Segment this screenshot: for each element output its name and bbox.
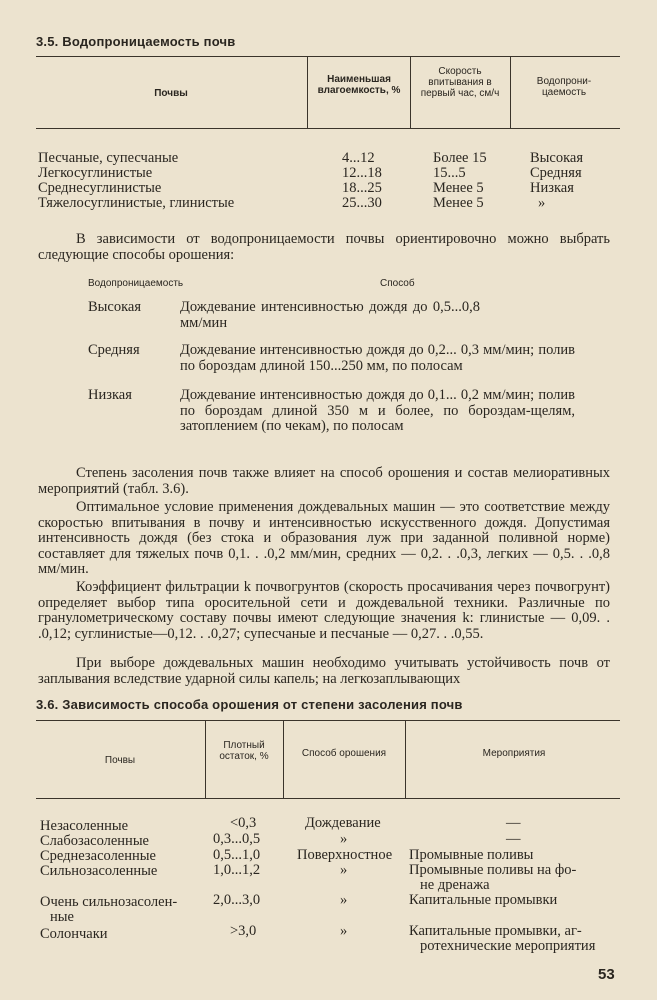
table-3-6-divider <box>405 721 406 798</box>
table-row-residue: 1,0...1,2 <box>213 862 261 878</box>
page-number: 53 <box>598 966 615 983</box>
table-row-method: » <box>340 862 348 878</box>
table-3-6-divider <box>283 721 284 798</box>
table-row-method: » <box>340 892 348 908</box>
table-row-rate: Более 15 <box>433 150 487 166</box>
table-row-residue: >3,0 <box>230 923 257 939</box>
table-row-rate: Менее 5 <box>433 180 484 196</box>
table-row-measures: Капитальные промывки, аг- <box>409 923 582 939</box>
table-row-method: » <box>340 831 348 847</box>
table-3-5-divider <box>510 57 511 128</box>
header-rate: Скорость впитывания в первый час, см/ч <box>420 66 500 99</box>
method-description: Дождевание интенсивностью дождя до 0,1... 0,2 мм/мин; полив по бороздам длиной 350 м и более, по бороздам-щелям, затоплением (по чекам), по полосам <box>180 387 575 434</box>
table-row-measures: — <box>506 831 521 847</box>
table-row-measures-cont: ротехнические мероприятия <box>420 938 596 954</box>
table-3-6-divider <box>205 721 206 798</box>
table-row-soil: Сильнозасоленные <box>40 863 158 879</box>
intro-paragraph: В зависимости от водопроницаемости почвы ориентировочно можно выбрать следующие способы орошения: <box>38 231 610 263</box>
table-row-method: Дождевание <box>305 815 381 831</box>
table-row-permeability: Средняя <box>530 165 582 181</box>
table-row-measures: Промывные поливы на фо- <box>409 862 577 878</box>
table-row-measures: Промывные поливы <box>409 847 534 863</box>
table-row-soil: Среднесуглинистые <box>38 180 162 196</box>
table-row-soil: Среднезасоленные <box>40 848 156 864</box>
method-description: Дождевание интенсивностью дождя до 0,2... 0,3 мм/мин; полив по бороздам длиной 150...250 мм, по полосам <box>180 342 575 374</box>
table-row-rate: 15...5 <box>433 165 466 181</box>
table-3-5-divider <box>410 57 411 128</box>
table-3-5-top-rule <box>36 56 620 57</box>
body-paragraph: Оптимальное условие применения дождевальных машин — это соответствие между скоростью впитывания в почву и интенсивностью искусственного дождя. Допустимая интенсивность дождя (без стока и образования луж при заданной поливной норме) составляет для тяжелых почв 0,1. . .0,2 мм/мин, средних — 0,2. . .0,3, легких — 0,5. . .0,8 мм/мин. <box>38 499 610 577</box>
table-row-capacity: 4...12 <box>342 150 375 166</box>
method-level: Низкая <box>88 387 132 403</box>
table-row-residue: 0,3...0,5 <box>213 831 261 847</box>
table-row-residue: 0,5...1,0 <box>213 847 261 863</box>
table-3-6-top-rule <box>36 720 620 721</box>
table-row-capacity: 25...30 <box>342 195 382 211</box>
table-row-rate: Менее 5 <box>433 195 484 211</box>
table-row-soil: Слабозасоленные <box>40 833 149 849</box>
table-row-soil: Очень сильнозасолен- <box>40 894 178 910</box>
table-row-residue: <0,3 <box>230 815 257 831</box>
table-row-residue: 2,0...3,0 <box>213 892 261 908</box>
methods-header-method: Способ <box>380 278 415 289</box>
method-level: Средняя <box>88 342 140 358</box>
table-row-soil: Незасоленные <box>40 818 129 834</box>
table-row-soil: Легкосуглинистые <box>38 165 153 181</box>
table-3-6-header-rule <box>36 798 620 799</box>
table-row-soil: Песчаные, супесчаные <box>38 150 179 166</box>
table-row-method: Поверхностное <box>297 847 393 863</box>
body-paragraph: Степень засоления почв также влияет на способ орошения и состав мелиоративных мероприятий (табл. 3.6). <box>38 465 610 497</box>
method-level: Высокая <box>88 299 142 315</box>
header-method: Способ орошения <box>301 748 387 759</box>
header-measures: Мероприятия <box>482 748 546 759</box>
table-3-6-caption: 3.6. Зависимость способа орошения от степени засоления почв <box>36 697 463 712</box>
table-row-soil-cont: ные <box>50 909 74 925</box>
table-row-soil: Солончаки <box>40 926 108 942</box>
table-row-measures: Капитальные промывки <box>409 892 558 908</box>
table-row-method: » <box>340 923 348 939</box>
table-row-capacity: 12...18 <box>342 165 382 181</box>
header-capacity: Наименьшая влагоемкость, % <box>317 74 401 96</box>
methods-header-permeability: Водопроницаемость <box>88 278 184 289</box>
method-description: Дождевание интенсивностью дождя до 0,5...0,8 мм/мин <box>180 299 480 331</box>
table-row-permeability: Высокая <box>530 150 584 166</box>
table-row-soil: Тяжелосуглинистые, глинистые <box>38 195 235 211</box>
table-row-measures: — <box>506 815 521 831</box>
body-paragraph: Коэффициент фильтрации k почвогрунтов (скорость просачивания через почвогрунт) определяет выбор типа оросительной сети и дождевальной техники. Различные по гранулометрическому составу почвы имеют следующие значения k: глинистые — 0,09. . .0,12; суглинистые—0,12. . .0,27; супесчаные и песчаные — 0,27. . .0,55. <box>38 579 610 642</box>
table-row-permeability: » <box>538 195 546 211</box>
table-row-capacity: 18...25 <box>342 180 382 196</box>
table-3-5-divider <box>307 57 308 128</box>
header-permeability: Водопрони- цаемость <box>536 76 592 98</box>
table-3-5-header-rule <box>36 128 620 129</box>
header-soils: Почвы <box>154 88 188 99</box>
header-residue: Плотный остаток, % <box>219 740 269 762</box>
header-soils: Почвы <box>104 755 136 766</box>
table-row-measures-cont: не дренажа <box>420 877 490 893</box>
table-3-5-caption: 3.5. Водопроницаемость почв <box>36 34 236 49</box>
table-row-permeability: Низкая <box>530 180 574 196</box>
body-paragraph: При выборе дождевальных машин необходимо учитывать устойчивость почв от заплывания вследствие ударной силы капель; на легкозаплывающих <box>38 655 610 687</box>
